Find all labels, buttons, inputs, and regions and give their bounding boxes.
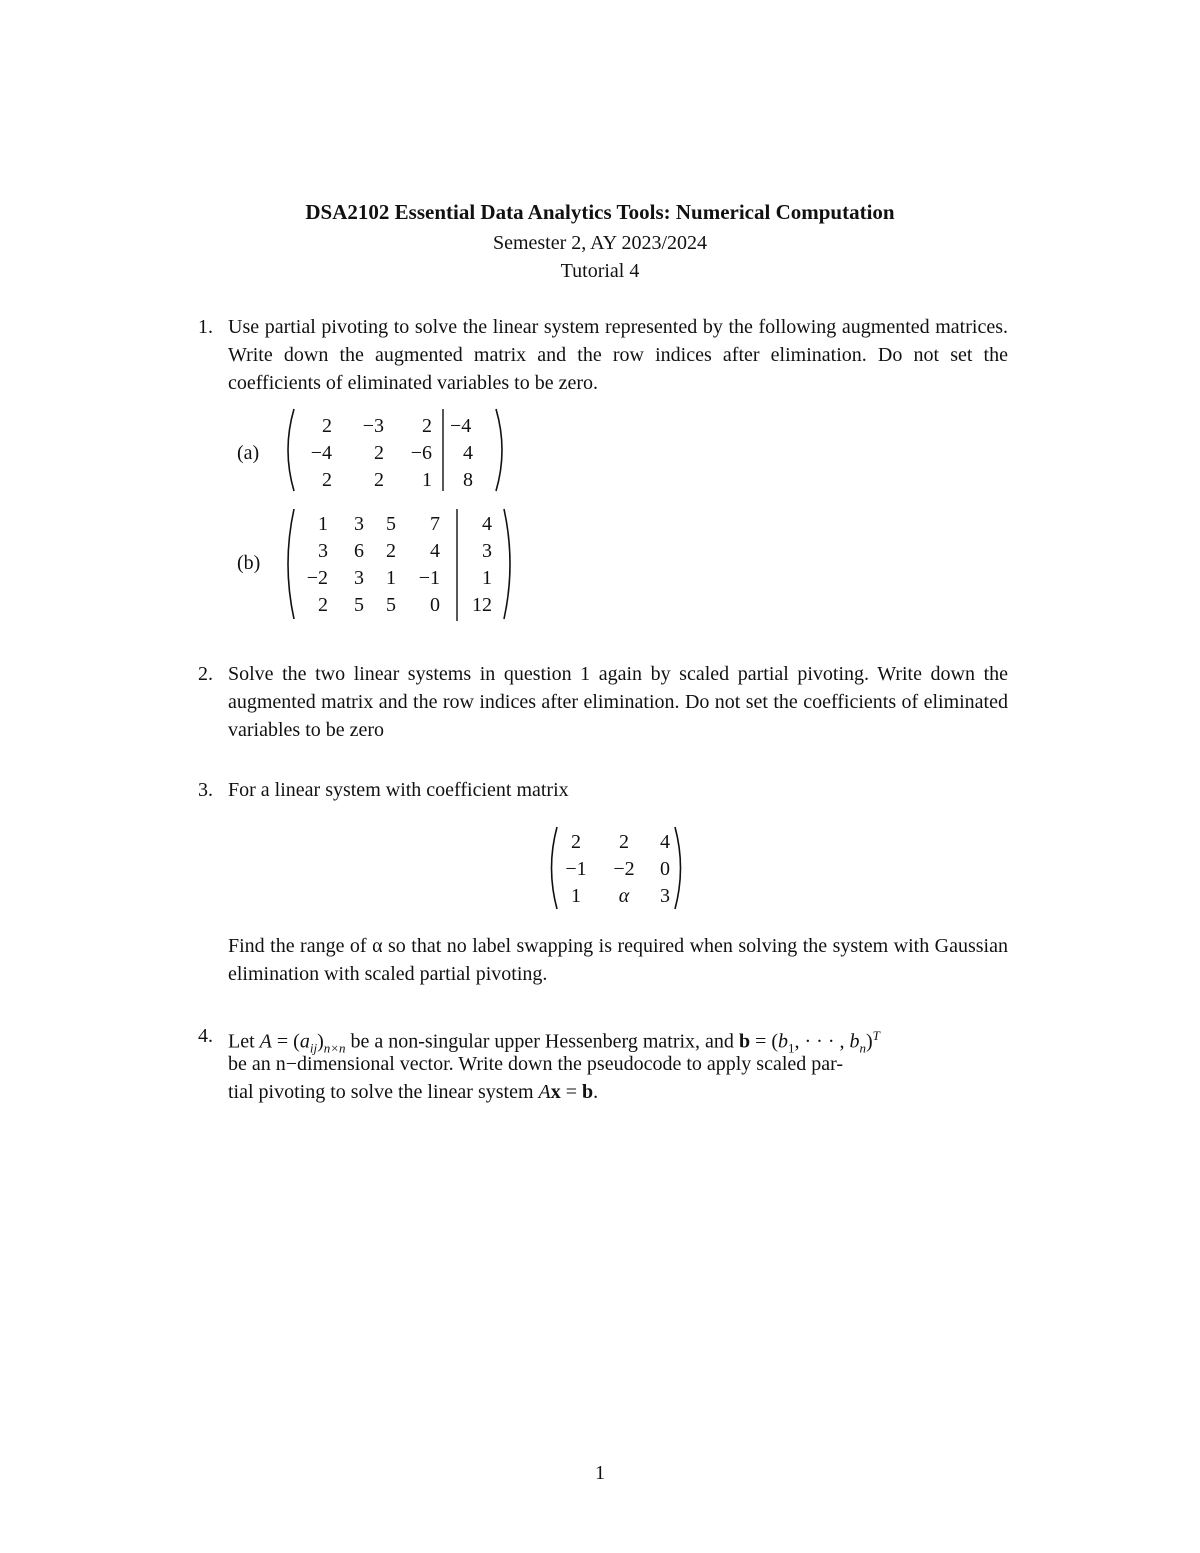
cell: −1 — [418, 567, 440, 589]
cell: 1 — [318, 513, 328, 535]
question-number: 2. — [198, 663, 213, 685]
question-number: 1. — [198, 316, 213, 338]
coefficient-matrix — [545, 823, 690, 913]
cell: 0 — [430, 594, 440, 616]
cell: 2 — [322, 415, 332, 437]
cell: 3 — [318, 540, 328, 562]
cell: 4 — [660, 831, 670, 853]
cell: 2 — [619, 831, 629, 853]
text-fragment: be a non-singular upper Hessenberg matrix, and — [345, 1030, 739, 1053]
cell: 2 — [386, 540, 396, 562]
cell: −1 — [565, 858, 587, 880]
cell: 5 — [354, 594, 364, 616]
rhs-cell: 3 — [482, 540, 492, 562]
cell: 2 — [374, 442, 384, 464]
text-fragment: Let — [228, 1030, 260, 1053]
math-bold-x: x — [550, 1081, 561, 1103]
math-subscript: n×n — [323, 1040, 346, 1056]
text-fragment: ) — [866, 1030, 873, 1053]
cell-alpha: α — [618, 885, 630, 907]
question-text: Use partial pivoting to solve the linear system represented by the following augmented matrices. Write down the augmented matrix and the row indices after elimination. Do not set the coefficients of eliminated variables to be zero. — [228, 316, 1008, 394]
question-1 — [198, 313, 1008, 397]
cell: 2 — [571, 831, 581, 853]
rhs-cell: 1 — [482, 567, 492, 589]
cell: 2 — [322, 469, 332, 491]
question-2 — [198, 660, 1008, 744]
cell: 6 — [354, 540, 364, 562]
cell: 3 — [354, 513, 364, 535]
rhs-cell: 4 — [463, 442, 473, 464]
cell: −4 — [310, 442, 332, 464]
math-A: A — [538, 1081, 551, 1103]
augmented-matrix-b — [280, 505, 520, 623]
math-subscript: 1 — [788, 1040, 795, 1056]
rhs-cell: 8 — [463, 469, 473, 491]
cell: 2 — [318, 594, 328, 616]
cell: 0 — [660, 858, 670, 880]
rhs-cell: −4 — [450, 415, 472, 437]
math-subscript: n — [859, 1040, 866, 1056]
cell: −2 — [613, 858, 635, 880]
math-a: a — [299, 1030, 310, 1053]
text-fragment: , · · · , — [794, 1030, 850, 1053]
document-title: DSA2102 Essential Data Analytics Tools: Numerical Computation — [305, 200, 895, 224]
cell: 7 — [430, 513, 440, 535]
question-text-line-2: be an n−dimensional vector. Write down the pseudocode to apply scaled par- — [228, 1053, 844, 1075]
cell: 4 — [430, 540, 440, 562]
cell: 1 — [422, 469, 432, 491]
tutorial-line: Tutorial 4 — [560, 260, 640, 282]
question-text: Find the range of α so that no label swapping is required when solving the system with Gaussian elimination with scaled partial pivoting. — [228, 935, 1008, 985]
question-text-line-3 — [228, 1078, 1008, 1106]
math-subscript: ij — [309, 1040, 318, 1056]
math-A: A — [259, 1030, 272, 1053]
cell: −2 — [306, 567, 328, 589]
text-fragment: = — [560, 1081, 583, 1103]
question-number: 4. — [198, 1025, 213, 1047]
math-b: b — [778, 1030, 789, 1053]
semester-line: Semester 2, AY 2023/2024 — [492, 232, 708, 254]
cell: 2 — [374, 469, 384, 491]
cell: 2 — [422, 415, 432, 437]
cell: −3 — [362, 415, 384, 437]
cell: 1 — [386, 567, 396, 589]
text-fragment: tial pivoting to solve the linear system — [228, 1081, 539, 1103]
text-fragment: = ( — [271, 1030, 300, 1053]
question-text: Solve the two linear systems in question 1 again by scaled partial pivoting. Write down the augmented matrix and the row indices after elimination. Do not set the coefficients of eliminated variables to be zero — [228, 663, 1008, 741]
page-number: 1 — [595, 1462, 605, 1484]
cell: 1 — [571, 885, 581, 907]
question-3 — [198, 776, 1008, 804]
cell: 5 — [386, 594, 396, 616]
math-b: b — [849, 1030, 860, 1053]
rhs-cell: 12 — [472, 594, 492, 616]
rhs-cell: 4 — [482, 513, 492, 535]
question-3-followup — [198, 932, 1008, 988]
question-number: 3. — [198, 779, 213, 801]
cell: 3 — [660, 885, 670, 907]
text-fragment: = ( — [750, 1030, 779, 1053]
question-text: For a linear system with coefficient matrix — [228, 779, 569, 801]
part-a-label: (a) — [237, 442, 260, 464]
math-bold-b: b — [582, 1081, 594, 1103]
question-4 — [198, 1022, 1008, 1106]
cell: −6 — [410, 442, 432, 464]
math-superscript: T — [872, 1028, 880, 1043]
cell: 5 — [386, 513, 396, 535]
cell: 3 — [354, 567, 364, 589]
augmented-matrix-a — [280, 405, 510, 495]
text-fragment: ) — [317, 1030, 324, 1053]
math-bold-b: b — [738, 1030, 751, 1053]
text-fragment: . — [593, 1081, 599, 1103]
part-b-label: (b) — [237, 552, 261, 574]
